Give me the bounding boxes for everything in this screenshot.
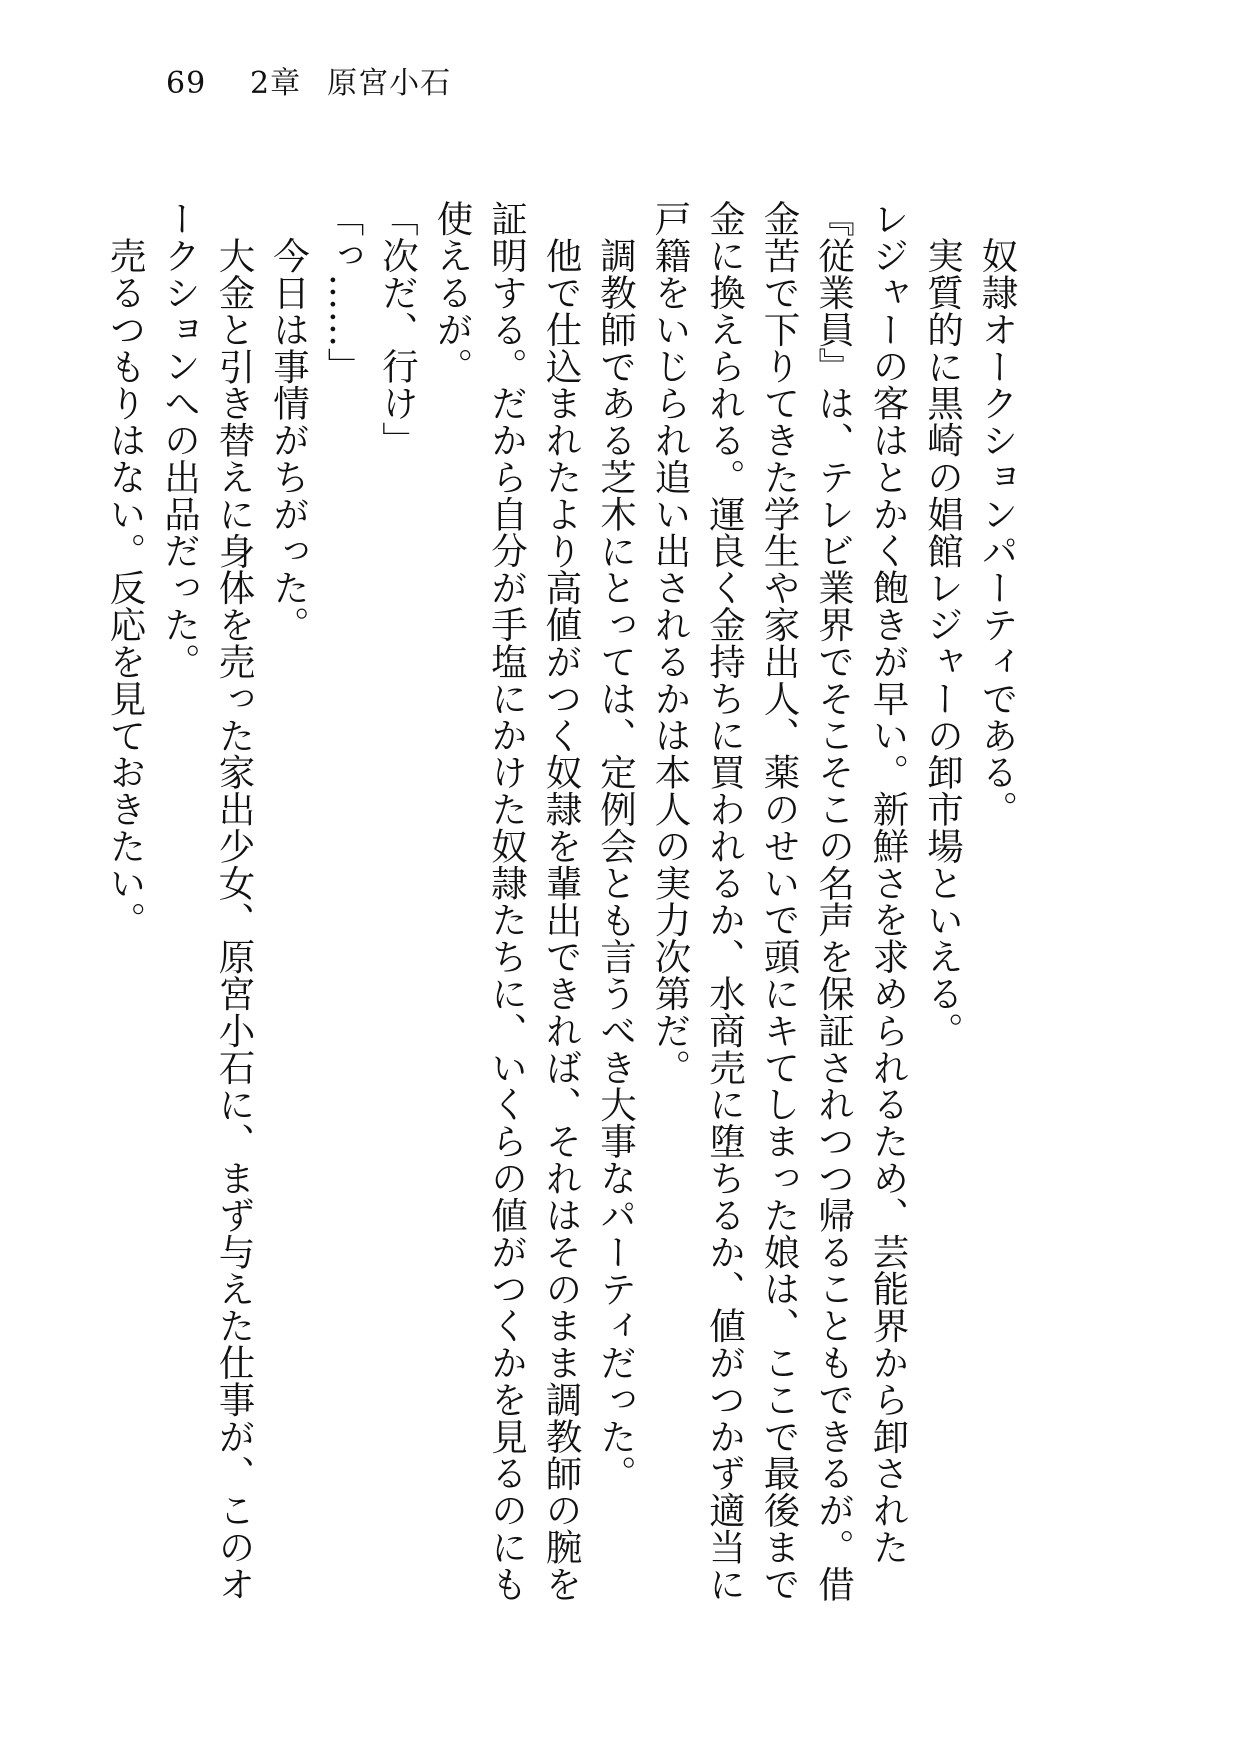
paragraph: 調教師である芝木にとっては、定例会とも言うべき大事なパーティだった。	[594, 236, 638, 1492]
paragraph: 奴隷オークションパーティである。	[976, 236, 1019, 827]
paragraph: レジャーの客はとかく飽きが早い。新鮮さを求められるため、芸能界から卸された『従業員』は、テレビ業界でそこそこの名声を保証されつつ帰ることもできるが。借金苦で下りてきた学生や家出人、薬のせいで頭にキてしまった娘は、ここで最後まで金に換えられる。運良く金持ちに買われるか、水商売に堕ちるか、値がつかず適当に戸籍をいじられ追い出されるかは本人の実力次第だ。	[649, 200, 910, 1603]
section-title: 原宮小石	[327, 66, 452, 101]
page-number: 69	[166, 66, 207, 101]
paragraph: 大金と引き替えに身体を売った家出少女、原宮小石に、まず与えた仕事が、このオークションへの出品だった。	[158, 200, 256, 1602]
running-head	[166, 66, 451, 102]
vertical-body-text	[104, 200, 1024, 1630]
dialogue-line: 「次だ、行け」	[376, 200, 420, 459]
paragraph: 売るつもりはない。反応を見ておきたい。	[104, 236, 147, 938]
paragraph: 今日は事情がちがった。	[267, 236, 311, 643]
paragraph: 実質的に黒崎の娼館レジャーの卸市場といえる。	[921, 236, 965, 1049]
dialogue-line: 「っ……」	[322, 200, 365, 385]
chapter-label: 2章	[250, 66, 302, 101]
paragraph: 他で仕込まれたより高値がつく奴隷を輩出できれば、それはそのまま調教師の腕を証明する。だから自分が手塩にかけた奴隷たちに、いくらの値がつくかを見るのにも使えるが。	[431, 200, 583, 1603]
